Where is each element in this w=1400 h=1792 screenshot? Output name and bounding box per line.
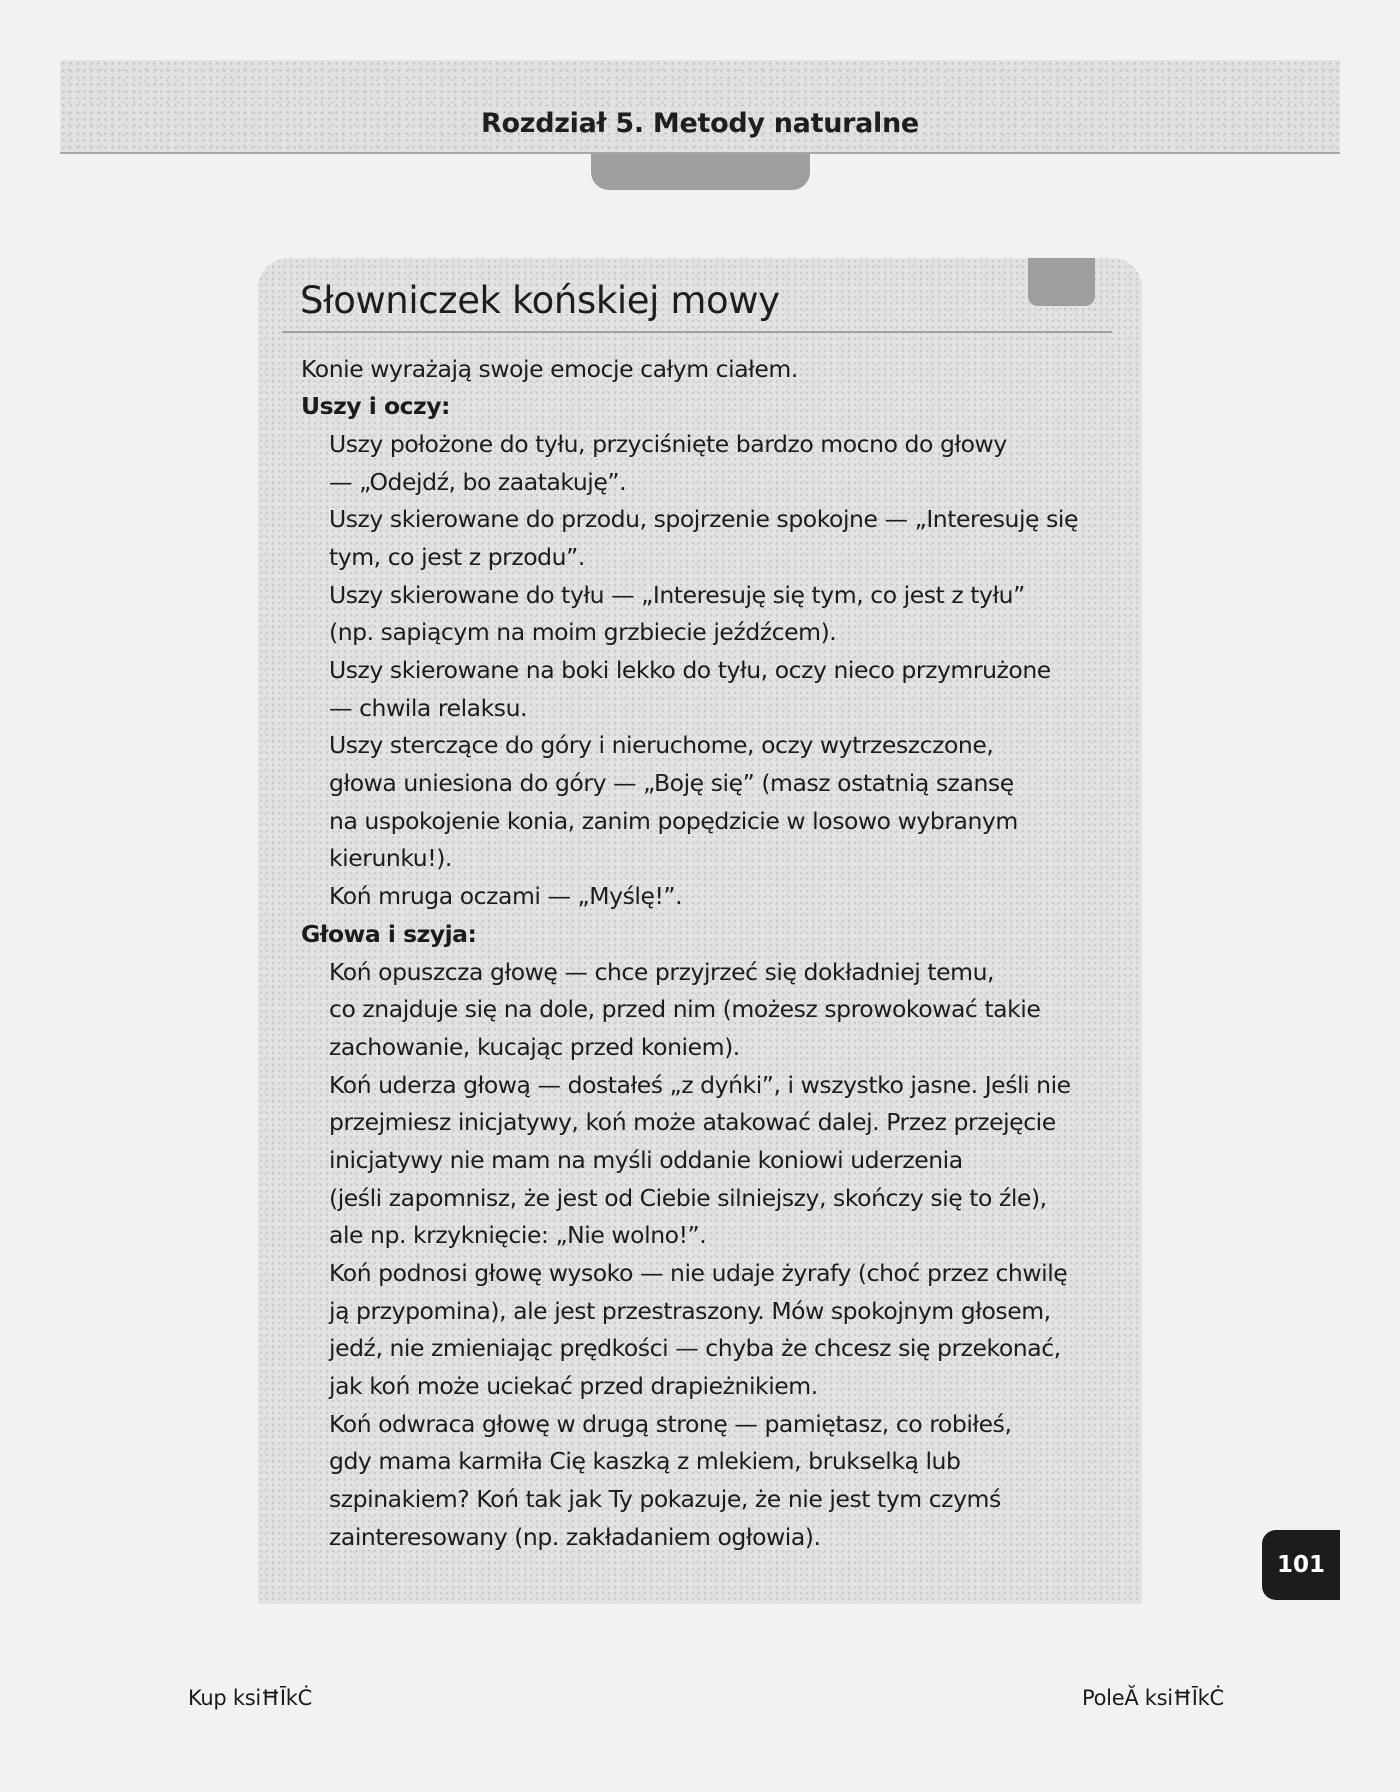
body-line: tym, co jest z przodu”. xyxy=(329,543,585,571)
footer-buy-link[interactable]: Kup ksiĦĪkĊ xyxy=(188,1686,312,1710)
intro-line: Konie wyrażają swoje emocje całym ciałem. xyxy=(301,355,798,383)
body-line: szpinakiem? Koń tak jak Ty pokazuje, że nie jest tym czymś xyxy=(329,1485,1001,1513)
body-line: ale np. krzyknięcie: „Nie wolno!”. xyxy=(329,1221,707,1249)
page-number: 101 xyxy=(1262,1530,1340,1600)
body-line: kierunku!). xyxy=(329,844,452,872)
body-line: Koń odwraca głowę w drugą stronę — pamiętasz, co robiłeś, xyxy=(329,1410,1012,1438)
box-title: Słowniczek końskiej mowy xyxy=(300,279,780,322)
chapter-header-band xyxy=(60,60,1340,154)
body-line: — „Odejdź, bo zaatakuję”. xyxy=(329,468,627,496)
body-line: Uszy skierowane do przodu, spojrzenie spokojne — „Interesuję się xyxy=(329,505,1078,533)
box-tab-decoration xyxy=(1028,258,1095,306)
body-line: na uspokojenie konia, zanim popędzicie w losowo wybranym xyxy=(329,807,1018,835)
body-line: zachowanie, kucając przed koniem). xyxy=(329,1033,740,1061)
body-line: Koń uderza głową — dostałeś „z dyńki”, i wszystko jasne. Jeśli nie xyxy=(329,1071,1071,1099)
body-line: (jeśli zapomnisz, że jest od Ciebie silniejszy, skończy się to źle), xyxy=(329,1184,1047,1212)
body-line: (np. sapiącym na moim grzbiecie jeźdźcem). xyxy=(329,618,837,646)
body-line: Uszy skierowane do tyłu — „Interesuję się tym, co jest z tyłu” xyxy=(329,581,1025,609)
body-line: inicjatywy nie mam na myśli oddanie koniowi uderzenia xyxy=(329,1146,963,1174)
body-line: gdy mama karmiła Cię kaszką z mlekiem, brukselką lub xyxy=(329,1447,961,1475)
box-title-divider xyxy=(282,331,1112,333)
section-heading-ears-eyes: Uszy i oczy: xyxy=(301,392,450,420)
body-line: przejmiesz inicjatywy, koń może atakować dalej. Przez przejęcie xyxy=(329,1108,1056,1136)
body-line: Uszy położone do tyłu, przyciśnięte bardzo mocno do głowy xyxy=(329,430,1007,458)
chapter-title: Rozdział 5. Metody naturalne xyxy=(481,108,919,139)
body-line: jak koń może uciekać przed drapieżnikiem. xyxy=(329,1372,818,1400)
body-line: głowa uniesiona do góry — „Boję się” (masz ostatnią szansę xyxy=(329,769,1014,797)
body-line: Koń opuszcza głowę — chce przyjrzeć się dokładniej temu, xyxy=(329,958,995,986)
body-line: ją przypomina), ale jest przestraszony. Mów spokojnym głosem, xyxy=(329,1297,1051,1325)
section-heading-head-neck: Głowa i szyja: xyxy=(301,920,477,948)
body-line: Uszy skierowane na boki lekko do tyłu, oczy nieco przymrużone xyxy=(329,656,1051,684)
body-line: Koń mruga oczami — „Myślę!”. xyxy=(329,882,683,910)
body-line: co znajduje się na dole, przed nim (możesz sprowokować takie xyxy=(329,995,1041,1023)
body-line: Koń podnosi głowę wysoko — nie udaje żyrafy (choć przez chwilę xyxy=(329,1259,1068,1287)
body-line: jedź, nie zmieniając prędkości — chyba że chcesz się przekonać, xyxy=(329,1334,1061,1362)
body-line: — chwila relaksu. xyxy=(329,694,528,722)
body-line: zainteresowany (np. zakładaniem ogłowia). xyxy=(329,1523,821,1551)
body-line: Uszy sterczące do góry i nieruchome, oczy wytrzeszczone, xyxy=(329,731,994,759)
footer-recommend-link[interactable]: PoleĂ ksiĦĪkĊ xyxy=(1082,1686,1224,1710)
header-tab-decoration xyxy=(591,154,810,190)
